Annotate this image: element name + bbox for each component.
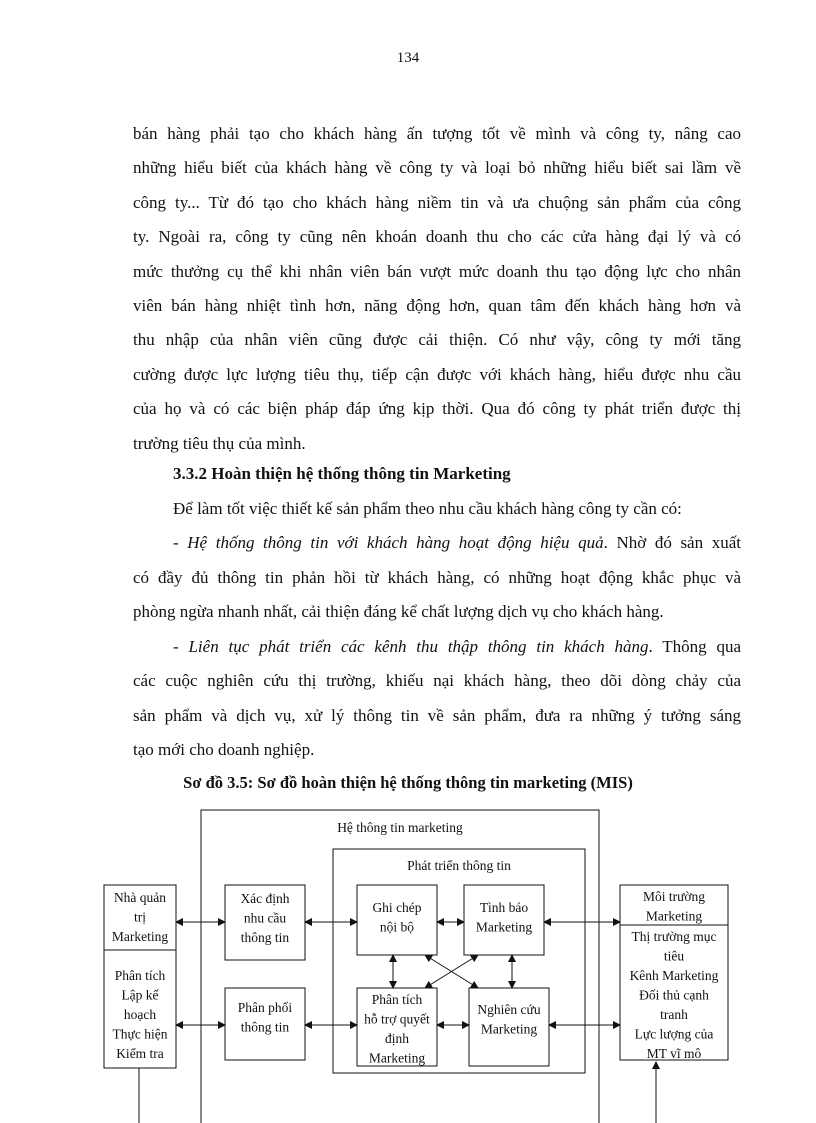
outer-system-box — [201, 810, 599, 1123]
decision-support-label: hỗ trợ quyết — [364, 1011, 430, 1027]
intro-line: Để làm tốt việc thiết kế sản phẩm theo nhu cầu khách hàng công ty cần có: — [173, 499, 682, 518]
bullet-2-line: tạo mới cho doanh nghiệp. — [133, 740, 315, 759]
paragraph-line: cường được lực lượng tiêu thụ, tiếp cận được với khách hàng, hiểu được nhu cầu — [133, 365, 741, 384]
outer-title-label: Hệ thông tin marketing — [337, 820, 463, 835]
paragraph-line: bán hàng phải tạo cho khách hàng ấn tượng tốt về mình và công ty, nâng cao — [133, 124, 741, 143]
section-heading: 3.3.2 Hoàn thiện hệ thống thông tin Marketing — [173, 464, 511, 483]
environment-bottom-label: MT vĩ mô — [646, 1046, 702, 1061]
environment-bottom-label: Thị trường mục — [631, 929, 717, 944]
environment-bottom-label: tiêu — [663, 948, 685, 964]
manager-bottom-label: hoạch — [123, 1007, 157, 1022]
paragraph-line: mức thưởng cụ thể khi nhân viên bán vượt mức doanh thu tạo động lực cho nhân — [133, 262, 741, 281]
intelligence-label: Tình báo — [479, 900, 529, 915]
paragraph-line: ty. Ngoài ra, công ty cũng nên khoán doanh thu cho các cửa hàng đại lý và có — [133, 227, 741, 246]
bullet-1-line: phòng ngừa nhanh nhất, cải thiện đáng kể chất lượng dịch vụ cho khách hàng. — [133, 602, 664, 621]
environment-bottom-label: Kênh Marketing — [629, 968, 719, 983]
decision-support-label: Marketing — [368, 1050, 426, 1066]
bullet-1-rest: . Nhờ đó sản xuất — [603, 533, 741, 552]
manager-bottom-label: Phân tích — [114, 968, 166, 983]
research-label: Nghiên cứu — [477, 1002, 541, 1017]
bullet-2-line: các cuộc nghiên cứu thị trường, khiếu nại khách hàng, theo dõi dòng chảy của — [133, 671, 741, 690]
page-number: 134 — [396, 50, 420, 66]
assess-needs-label: nhu cầu — [243, 910, 287, 926]
bullet-2-italic: Liên tục phát triển các kênh thu thập thông tin khách hàng — [188, 637, 649, 656]
bullet-1-line: có đầy đủ thông tin phản hồi từ khách hàng, có những hoạt động khắc phục và — [133, 568, 741, 587]
manager-bottom-label: Thực hiện — [112, 1026, 168, 1042]
internal-records-label: nội bộ — [379, 919, 415, 935]
bullet-1-italic: Hệ thống thông tin với khách hàng hoạt động hiệu quả — [187, 533, 604, 552]
bullet-2-prefix: - — [173, 637, 189, 656]
inner-development-box — [333, 849, 585, 1073]
manager-top-label: Marketing — [111, 929, 169, 944]
manager-bottom-label: Lập kế — [121, 987, 159, 1003]
distribute-label: Phân phối — [237, 1000, 293, 1015]
bullet-1-prefix: - — [173, 533, 188, 552]
inner-title-label: Phát triển thông tin — [407, 858, 511, 873]
decision-support-label: định — [384, 1031, 410, 1046]
distribute-label: thông tin — [240, 1019, 290, 1035]
environment-bottom-label: Lực lượng của — [634, 1026, 714, 1042]
environment-bottom-label: tranh — [660, 1007, 688, 1022]
intelligence-label: Marketing — [475, 919, 533, 935]
paragraph-line: công ty... Từ đó tạo cho khách hàng niềm tin và ưa chuộng sản phẩm của công — [133, 193, 741, 212]
environment-bottom-label: Đối thủ cạnh — [639, 987, 709, 1003]
paragraph-line: những hiểu biết của khách hàng về công ty và loại bỏ những hiểu biết sai lầm về — [133, 158, 741, 177]
decision-support-label: Phân tích — [371, 992, 423, 1007]
diagram-caption: Sơ đồ 3.5: Sơ đồ hoàn thiện hệ thống thông tin marketing (MIS) — [183, 773, 633, 792]
paragraph-line: viên bán hàng nhiệt tình hơn, năng động hơn, quan tâm đến khách hàng hơn và — [133, 296, 741, 315]
bullet-2-line: sản phẩm và dịch vụ, xử lý thông tin về sản phẩm, đưa ra những ý tưởng sáng — [133, 706, 741, 725]
paragraph-line: trường tiêu thụ của mình. — [133, 434, 306, 453]
assess-needs-label: thông tin — [240, 930, 290, 945]
bullet-2-rest: . Thông qua — [648, 637, 741, 656]
assess-needs-label: Xác định — [240, 891, 290, 906]
manager-bottom-label: Kiểm tra — [116, 1046, 164, 1061]
manager-top-label: Nhà quản — [113, 890, 167, 905]
environment-top-label: Marketing — [645, 908, 703, 924]
paragraph-line: thu nhập của nhân viên cũng được cải thiện. Có như vậy, công ty mới tăng — [133, 330, 741, 349]
research-label: Marketing — [480, 1021, 538, 1037]
manager-top-label: trị — [134, 909, 146, 925]
environment-top-label: Môi trường — [642, 889, 706, 904]
internal-records-label: Ghi chép — [372, 900, 422, 915]
paragraph-line: của họ và có các biện pháp đáp ứng kịp thời. Qua đó công ty phát triển được thị — [133, 399, 741, 418]
